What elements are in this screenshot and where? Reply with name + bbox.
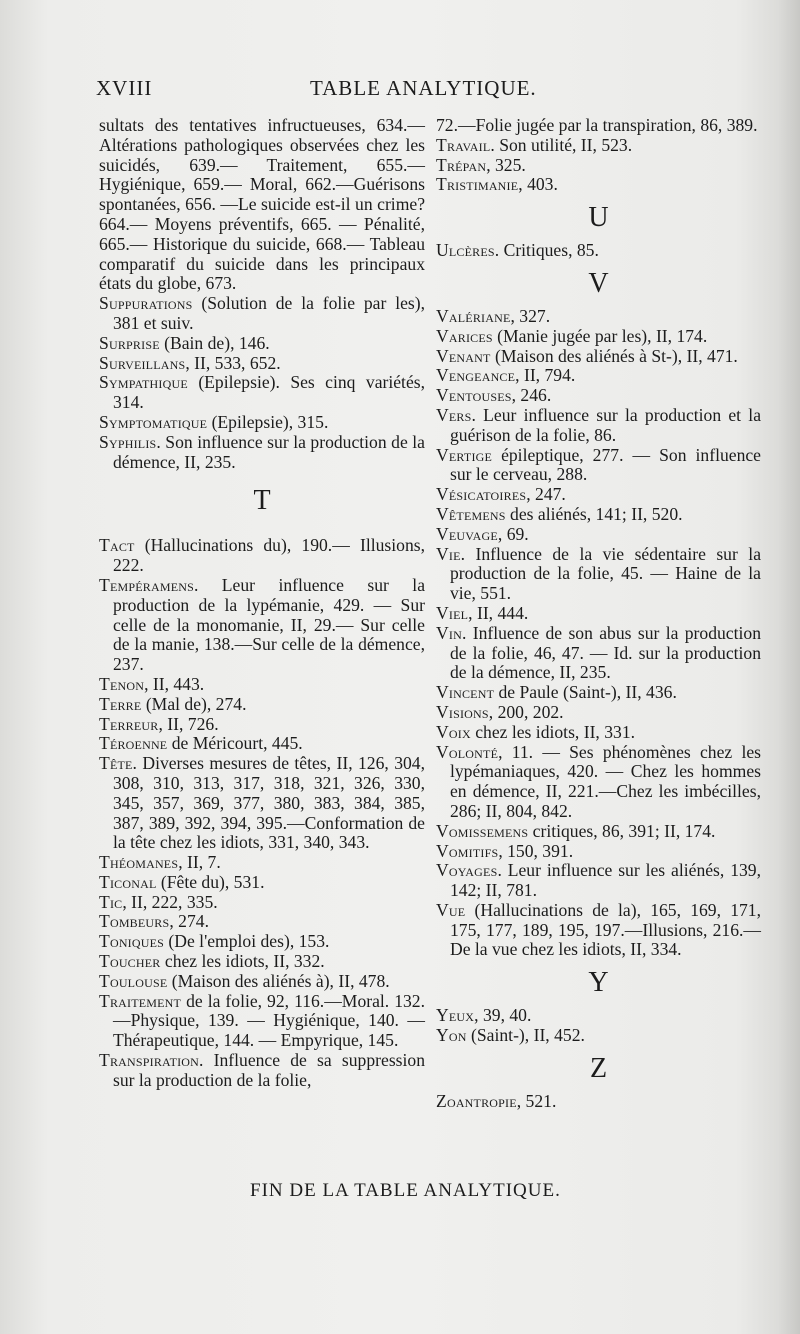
index-entry-text: , 274. <box>169 911 209 932</box>
index-entry <box>99 294 425 334</box>
index-term: Symptomatique <box>99 411 208 432</box>
index-entry <box>99 893 425 913</box>
running-title: TABLE ANALYTIQUE. <box>310 76 537 100</box>
index-entry <box>99 354 425 374</box>
index-entry <box>436 842 761 862</box>
index-entry-text: . Son influence sur la production de la démence, II, 235. <box>113 431 425 472</box>
index-term: Toucher <box>99 951 161 972</box>
index-entry-text: 72.—Folie jugée par la transpiration, 86, 389. <box>436 115 758 135</box>
index-entry-text: (Hallucinations du), 190.— Illusions, 222. <box>113 535 425 576</box>
index-entry-text: (Solution de la folie par les), 381 et suiv. <box>113 293 425 333</box>
index-term: Valériane <box>436 305 511 326</box>
index-entry-text: , II, 794. <box>515 365 576 386</box>
index-term: Venant <box>436 345 491 366</box>
index-entry <box>436 604 761 624</box>
index-entry-text: , 247. <box>526 484 566 505</box>
index-entry-text: , 69. <box>497 523 529 544</box>
index-term: Volonté <box>436 741 499 762</box>
index-term: Téroenne <box>99 733 168 754</box>
index-entry <box>436 386 761 406</box>
index-entry-text: de Méricourt, 445. <box>167 733 303 754</box>
index-entry <box>436 446 761 486</box>
index-entry-text: , 521. <box>516 1090 557 1111</box>
index-entry-text: , 246. <box>511 385 552 406</box>
index-entry <box>99 912 425 932</box>
index-entry-text: . Influence de sa suppression sur la production de la folie, <box>113 1050 425 1090</box>
index-entry-text: , 11. — Ses phénomènes chez les lypémaniaques, 420. — Chez les hommes en démence, II, 221.—Chez les imbécilles, 286; II, 804, 842. <box>450 741 761 821</box>
index-entry <box>436 723 761 743</box>
index-term: Syphilis <box>99 431 157 452</box>
index-column-left <box>99 116 425 1091</box>
index-entry-text: de la folie, 92, 116.—Moral. 132.—Physique, 139. — Hygiénique, 140. — Thérapeutique, 144. — Empyrique, 145. <box>113 990 425 1051</box>
index-term: Toniques <box>99 931 165 952</box>
index-entry-continuation <box>436 116 761 136</box>
index-entry <box>99 932 425 952</box>
index-entry <box>436 136 761 156</box>
index-entry <box>436 861 761 901</box>
index-entry <box>436 366 761 386</box>
index-term: Zoantropie <box>436 1090 517 1111</box>
index-term: Veuvage <box>436 523 498 544</box>
index-entry-text: , 403. <box>518 174 558 195</box>
index-entry <box>99 675 425 695</box>
index-term: Voyages <box>436 860 498 881</box>
index-entry-text: . Son utilité, II, 523. <box>490 134 633 155</box>
index-entry <box>436 822 761 842</box>
index-term: Tombeurs <box>99 911 170 932</box>
index-term: Ticonal <box>99 871 157 892</box>
index-entry-text: , II, 726. <box>158 713 219 734</box>
index-entry-text: , 200, 202. <box>488 701 564 722</box>
index-term: Terreur <box>99 713 159 734</box>
index-entry <box>436 703 761 723</box>
index-term: Trépan <box>436 154 487 175</box>
index-term: Vomissemens <box>436 820 529 841</box>
index-term: Varices <box>436 325 493 346</box>
index-entry <box>436 241 761 261</box>
index-entry-text: , 325. <box>486 154 526 175</box>
index-term: Tic <box>99 891 123 912</box>
index-entry-text: , II, 443. <box>144 673 205 694</box>
index-term: Vertige <box>436 444 493 465</box>
index-term: Visions <box>436 701 489 722</box>
index-entry <box>436 505 761 525</box>
index-entry-text: de Paule (Saint-), II, 436. <box>494 682 677 703</box>
index-entry-text: (Hallucinations de la), 165, 169, 171, 175, 177, 189, 195, 197.—Illusions, 216.—De la vue chez les idiots, II, 334. <box>450 899 761 960</box>
index-entry-text: (Bain de), 146. <box>159 332 270 353</box>
section-letter: V <box>588 267 609 299</box>
index-entry-text: (Maison des aliénés à), II, 478. <box>167 970 390 991</box>
index-term: Vincent <box>436 682 495 703</box>
index-entry <box>436 624 761 683</box>
index-entry <box>99 992 425 1051</box>
index-entry <box>99 536 425 576</box>
index-entry-text: . Leur influence sur les aliénés, 139, 142; II, 781. <box>450 860 761 901</box>
index-term: Terre <box>99 693 142 714</box>
index-term: Traitement <box>99 990 182 1011</box>
index-term: Yeux <box>436 1005 475 1026</box>
index-entry-text: (Manie jugée par les), II, 174. <box>492 325 708 346</box>
index-term: Vue <box>436 899 466 920</box>
index-term: Vers <box>436 404 472 425</box>
index-entry-text: . Influence de son abus sur la production de la folie, 46, 47. — Id. sur la production de la démence, II, 235. <box>450 622 761 683</box>
index-entry-text: des aliénés, 141; II, 520. <box>505 503 683 524</box>
index-entry-text: (Mal de), 274. <box>141 693 247 714</box>
index-entry-text: , II, 533, 652. <box>185 352 281 373</box>
index-entry-text: chez les idiots, II, 332. <box>160 951 325 972</box>
index-entry-text: , 39, 40. <box>474 1005 532 1026</box>
index-entry-text: , 327. <box>510 305 551 326</box>
index-entry <box>436 327 761 347</box>
index-entry <box>99 433 425 473</box>
index-entry <box>99 1051 425 1091</box>
index-entry-text: . Critiques, 85. <box>494 240 599 261</box>
index-term: Tenon <box>99 673 145 694</box>
index-entry <box>99 873 425 893</box>
index-term: Voix <box>436 721 471 742</box>
index-term: Tête <box>99 753 133 774</box>
index-entry-continuation <box>99 116 425 294</box>
index-entry-text: . Leur influence sur la production et la guérison de la folie, 86. <box>450 404 761 445</box>
index-entry-text: . Influence de la vie sédentaire sur la production de la folie, 45. — Haine de la vie, 551. <box>450 543 761 604</box>
index-term: Ulcères <box>436 240 495 261</box>
index-entry <box>99 695 425 715</box>
index-term: Travail <box>436 134 491 155</box>
index-term: Vêtemens <box>436 503 506 524</box>
index-entry <box>436 525 761 545</box>
index-entry <box>99 715 425 735</box>
index-entry <box>99 952 425 972</box>
end-of-index-line: FIN DE LA TABLE ANALYTIQUE. <box>250 1180 561 1201</box>
index-term: Théomanes <box>99 852 179 873</box>
index-entry <box>99 754 425 853</box>
index-column-right <box>436 116 761 1112</box>
index-entry <box>436 901 761 960</box>
index-entry <box>436 485 761 505</box>
index-term: Suppurations <box>99 293 193 314</box>
index-entry <box>99 334 425 354</box>
index-entry <box>436 307 761 327</box>
index-entry <box>99 413 425 433</box>
section-letter: Z <box>589 1052 608 1084</box>
index-entry <box>99 734 425 754</box>
index-term: Surveillans <box>99 352 186 373</box>
index-entry-text: critiques, 86, 391; II, 174. <box>528 820 716 841</box>
section-letter: Y <box>588 967 609 999</box>
page-fold-shadow <box>778 0 800 1334</box>
section-letter: T <box>253 485 271 517</box>
index-term: Vie <box>436 543 461 564</box>
index-entry <box>436 406 761 446</box>
index-term: Viel <box>436 602 469 623</box>
index-entry <box>436 175 761 195</box>
index-term: Transpiration <box>99 1050 200 1071</box>
index-entry-text: (Maison des aliénés à St-), II, 471. <box>490 345 738 366</box>
index-term: Ventouses <box>436 385 512 406</box>
index-term: Vin <box>436 622 462 643</box>
index-entry <box>99 972 425 992</box>
index-term: Sympathique <box>99 372 188 393</box>
index-entry <box>436 545 761 604</box>
index-term: Toulouse <box>99 970 168 991</box>
index-term: Tempéramens <box>99 574 194 595</box>
index-term: Tristimanie <box>436 174 519 195</box>
index-entry <box>436 347 761 367</box>
index-entry <box>99 576 425 675</box>
index-entry-text: , II, 7. <box>178 852 221 873</box>
index-entry-text: sultats des tentatives infructueuses, 634.— Altérations pathologiques observées chez les suicidés, 639.— Traitement, 655.— Hygiénique, 659.— Moral, 662.—Guérisons spontanées, 656. —Le suicide est-il un crime? 664.— Moyens préventifs, 665. — Pénalité, 665.— Historique du suicide, 668.— Tableau comparatif du suicide dans les principaux états du globe, 673. <box>99 115 425 294</box>
index-term: Yon <box>436 1025 467 1046</box>
index-term: Tact <box>99 535 135 556</box>
index-entry-text: , 150, 391. <box>498 840 574 861</box>
index-entry-text: . Diverses mesures de têtes, II, 126, 304, 308, 310, 313, 317, 318, 321, 326, 330, 345, 357, 369, 377, 380, 383, 384, 385, 387, 389, 392, 394, 395.—Conformation de la tête chez les idiots, 331, 340, 343. <box>113 753 425 853</box>
index-term: Vengeance <box>436 365 516 386</box>
index-entry <box>436 1006 761 1026</box>
index-entry-text: (Epilepsie), 315. <box>207 411 329 432</box>
index-entry-text: (Saint-), II, 452. <box>466 1025 585 1046</box>
index-entry <box>99 373 425 413</box>
index-entry <box>436 743 761 822</box>
index-entry <box>436 1026 761 1046</box>
page-number: XVIII <box>96 76 153 100</box>
index-entry-text: chez les idiots, II, 331. <box>470 721 636 742</box>
index-entry <box>436 1092 761 1112</box>
index-entry <box>436 156 761 176</box>
index-entry-text: (Fête du), 531. <box>156 871 265 892</box>
index-entry-text: (Epilepsie). Ses cinq variétés, 314. <box>113 372 425 413</box>
index-entry-text: , II, 222, 335. <box>122 891 218 912</box>
index-entry-text: (De l'emploi des), 153. <box>164 931 330 952</box>
index-entry <box>99 853 425 873</box>
index-entry-text: . Leur influence sur la production de la lypémanie, 429. — Sur celle de la monomanie, II, 29.— Sur celle de la manie, 138.—Sur celle de la démence, 237. <box>113 574 425 675</box>
index-entry-text: , II, 444. <box>468 602 529 623</box>
index-term: Vésicatoires <box>436 484 527 505</box>
index-term: Surprise <box>99 332 160 353</box>
index-entry <box>436 683 761 703</box>
index-term: Vomitifs <box>436 840 499 861</box>
section-letter: U <box>588 202 609 234</box>
index-entry-text: épileptique, 277. — Son influence sur le cerveau, 288. <box>450 444 761 485</box>
